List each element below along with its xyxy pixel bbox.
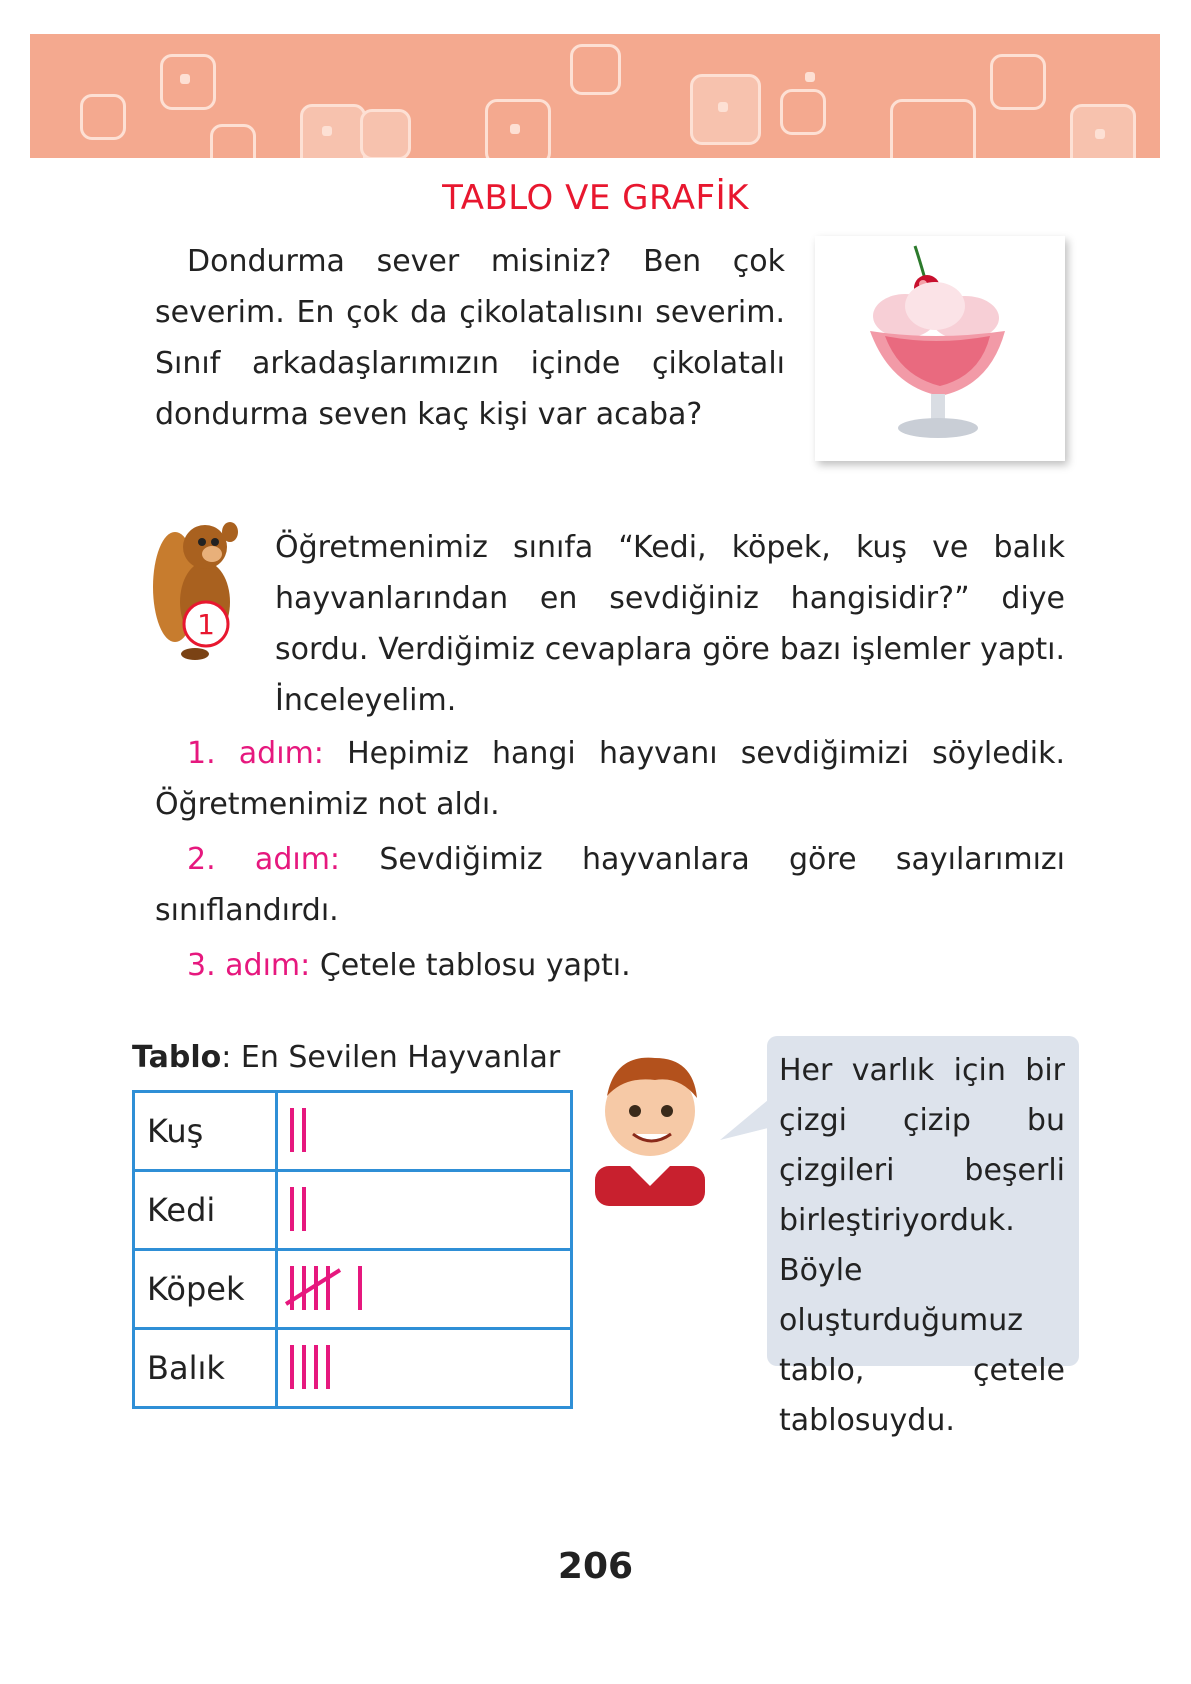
animal-name: Köpek xyxy=(134,1250,277,1329)
tally-cell xyxy=(277,1171,572,1250)
question-number-badge xyxy=(180,598,232,650)
table-row xyxy=(134,1171,572,1250)
animal-name: Kedi xyxy=(134,1171,277,1250)
ice-cream-icon xyxy=(815,236,1065,461)
tally-table xyxy=(132,1090,573,1409)
boy-character xyxy=(585,1036,715,1206)
step-1 xyxy=(155,728,1065,830)
step-2 xyxy=(155,834,1065,936)
speech-bubble: Her varlık için bir çizgi çizip bu çizgileri beşerli birleştiriyorduk. Böyle oluşturduğumuz tablo, çetele tablosuydu. xyxy=(767,1036,1079,1366)
page-title: TABLO VE GRAFİK xyxy=(442,178,749,218)
animal-name: Kuş xyxy=(134,1092,277,1171)
tally-cell xyxy=(277,1329,572,1408)
page-number: 206 xyxy=(557,1546,634,1587)
step-3-label: 3. adım: xyxy=(187,948,311,983)
table-caption-bold: Tablo xyxy=(132,1040,222,1075)
intro-paragraph: Dondurma sever misiniz? Ben çok severim. En çok da çikolatalısını severim. Sınıf arkadaşlarımızın içinde çikolatalı dondurma seven kaç kişi var acaba? xyxy=(155,244,785,432)
step-3-text: Çetele tablosu yaptı. xyxy=(319,948,631,983)
tally-marks xyxy=(278,1252,558,1322)
tally-cross-stroke xyxy=(286,1270,340,1304)
step-3 xyxy=(155,940,1065,991)
table-row xyxy=(134,1092,572,1171)
ice-cream-image xyxy=(815,236,1065,461)
question-text: Öğretmenimiz sınıfa “Kedi, köpek, kuş ve balık hayvanlarından en sevdiğiniz hangisidir?” diye sordu. Verdiğimiz cevaplara göre bazı işlemler yaptı. İnceleyelim. xyxy=(275,530,1065,718)
tally-marks xyxy=(278,1094,558,1164)
step-1-text: Hepimiz hangi hayvanı sevdiğimizi söyledik. Öğretmenimiz not aldı. xyxy=(155,736,1065,822)
step-2-label: 2. adım: xyxy=(187,842,341,877)
header-banner xyxy=(30,34,1160,158)
tally-marks xyxy=(278,1331,558,1401)
table-row xyxy=(134,1250,572,1329)
animal-name: Balık xyxy=(134,1329,277,1408)
tally-cell xyxy=(277,1250,572,1329)
tally-marks xyxy=(278,1173,558,1243)
table-row xyxy=(134,1329,572,1408)
table-caption-rest: : En Sevilen Hayvanlar xyxy=(221,1040,561,1075)
step-2-text: Sevdiğimiz hayvanlara göre sayılarımızı sınıflandırdı. xyxy=(155,842,1065,928)
step-1-label: 1. adım: xyxy=(187,736,324,771)
table-caption xyxy=(132,1040,560,1075)
tally-cell xyxy=(277,1092,572,1171)
question-number: 1 xyxy=(197,608,215,641)
boy-icon xyxy=(585,1036,715,1206)
